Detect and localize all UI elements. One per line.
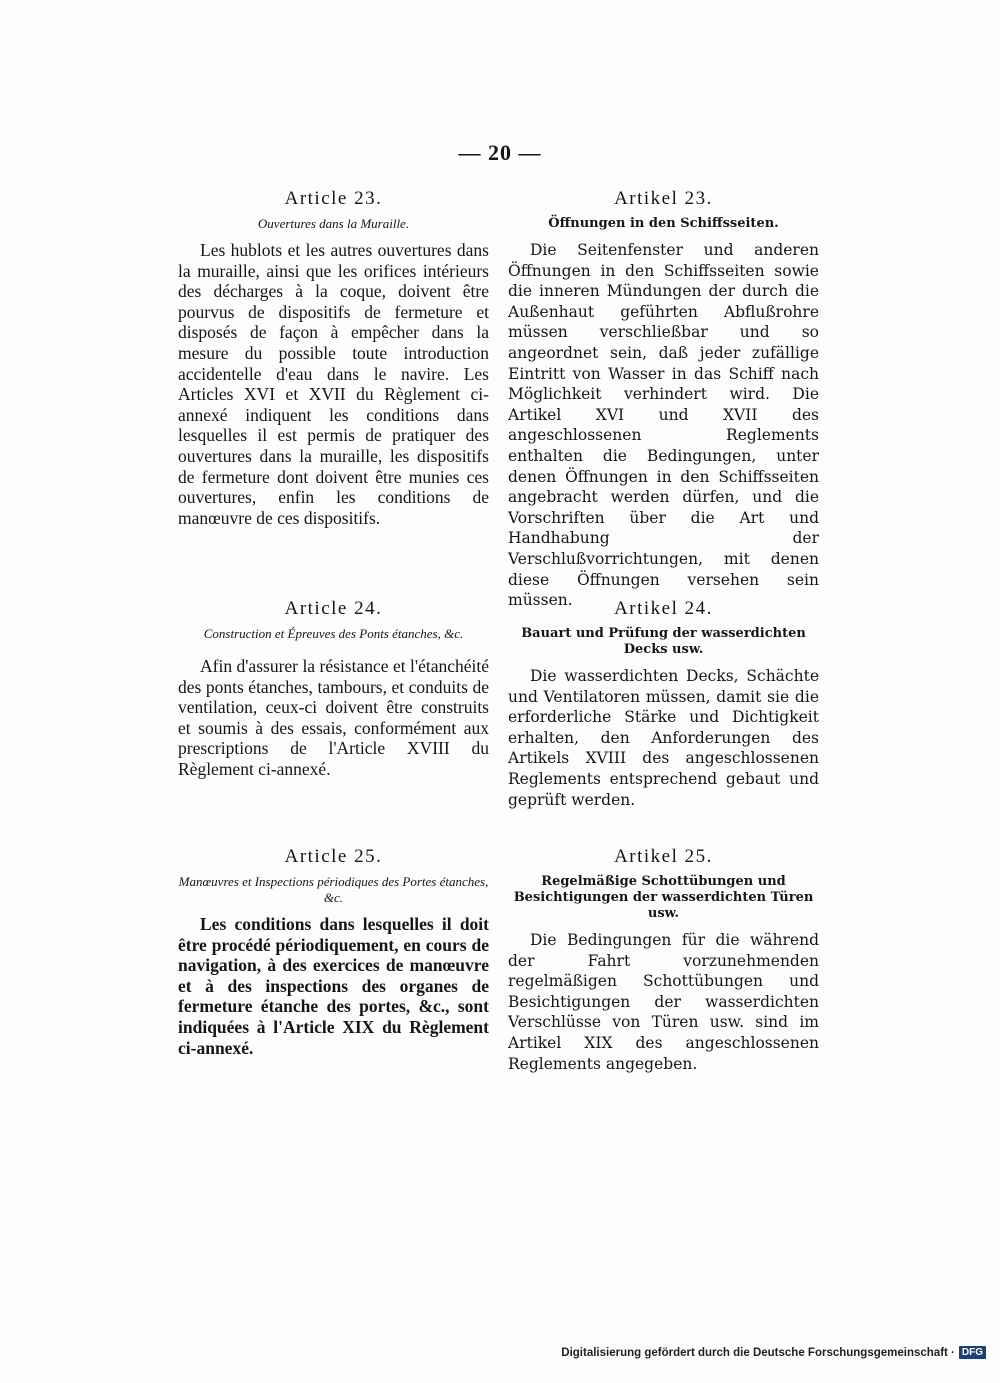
article-body: Afin d'assurer la résistance et l'étanchéité des ponts étanches, tambours, et conduits de ventilation, ceux-ci doivent être construits et soumis à des essais, conformément aux prescriptions de l'Article XVIII du Règlement ci-annexé. [178, 656, 489, 779]
article-title: Artikel 24. [614, 598, 713, 619]
article-body: Les hublots et les autres ouvertures dans la muraille, ainsi que les orifices intérieurs des décharges à la coque, doivent être pourvus de dispositifs de fermeture et disposés de façon à empêcher dans la mesure du possible toute introduction accidentelle d'eau dans le navire. Les Articles XVI et XVII du Règlement ci-annexé indiquent les conditions dans lesquelles il est permis de pratiquer des ouvertures dans la muraille, les dispositifs de fermeture dont doivent être munies ces ouvertures, enfin les conditions de manœuvre de ces dispositifs. [178, 240, 489, 528]
article-title: Article 25. [284, 846, 383, 867]
article-title: Article 23. [284, 188, 383, 209]
dfg-logo-icon: DFG [959, 1346, 986, 1359]
french-article-23 [178, 188, 489, 528]
digitization-footer [561, 1346, 986, 1359]
german-artikel-24 [508, 598, 819, 810]
article-title: Artikel 23. [614, 188, 713, 209]
article-body: Die Seitenfenster und anderen Öffnungen in den Schiffsseiten sowie die inneren Mündungen der durch die Außenhaut geführten Abflußrohre müssen verschließbar und so angeordnet sein, daß jeder zufällige Eintritt von Wasser in das Schiff nach Möglichkeit verhindert wird. Die Artikel XVI und XVII des angeschlossenen Reglements enthalten die Bedingungen, unter denen Öffnungen in den Schiffsseiten angebracht werden dürfen, und die Vorschriften über die Art und Handhabung der Verschlußvorrichtungen, mit denen diese Öffnungen versehen sein müssen. [508, 241, 819, 610]
french-article-24 [178, 598, 489, 780]
article-subtitle: Bauart und Prüfung der wasserdichten Decks usw. [521, 626, 806, 657]
article-subtitle: Öffnungen in den Schiffsseiten. [548, 216, 779, 231]
article-title: Artikel 25. [614, 846, 713, 867]
article-subtitle: Regelmäßige Schottübungen und Besichtigungen der wasserdichten Türen usw. [513, 874, 814, 921]
french-article-25 [178, 846, 489, 1058]
german-artikel-23 [508, 188, 819, 611]
article-subtitle: Manœuvres et Inspections périodiques des Portes étanches, &c. [178, 874, 489, 905]
page-number: — 20 — [458, 140, 542, 165]
article-subtitle: Construction et Épreuves des Ponts étanches, &c. [203, 626, 464, 641]
article-body: Les conditions dans lesquelles il doit être procédé périodiquement, en cours de navigation, à des exercices de manœuvre et à des inspections des organes de fermeture étanche des portes, &c., sont indiquées à l'Article XIX du Règlement ci-annexé. [178, 914, 489, 1058]
article-subtitle: Ouvertures dans la Muraille. [257, 216, 410, 231]
article-title: Article 24. [284, 598, 383, 619]
article-body: Die Bedingungen für die während der Fahrt vorzunehmenden regelmäßigen Schottübungen und Besichtigungen der wasserdichten Verschlüsse von Türen usw. sind im Artikel XIX des angeschlossenen Reglements angegeben. [508, 931, 819, 1073]
footer-text: Digitalisierung gefördert durch die Deutsche Forschungsgemeinschaft · [561, 1346, 955, 1359]
german-artikel-25 [508, 846, 819, 1074]
article-body: Die wasserdichten Decks, Schächte und Ventilatoren müssen, damit sie die erforderliche Stärke und Dichtigkeit erhalten, den Anforderungen des Artikels XVIII des angeschlossenen Reglements entsprechend gebaut und geprüft werden. [508, 667, 819, 809]
